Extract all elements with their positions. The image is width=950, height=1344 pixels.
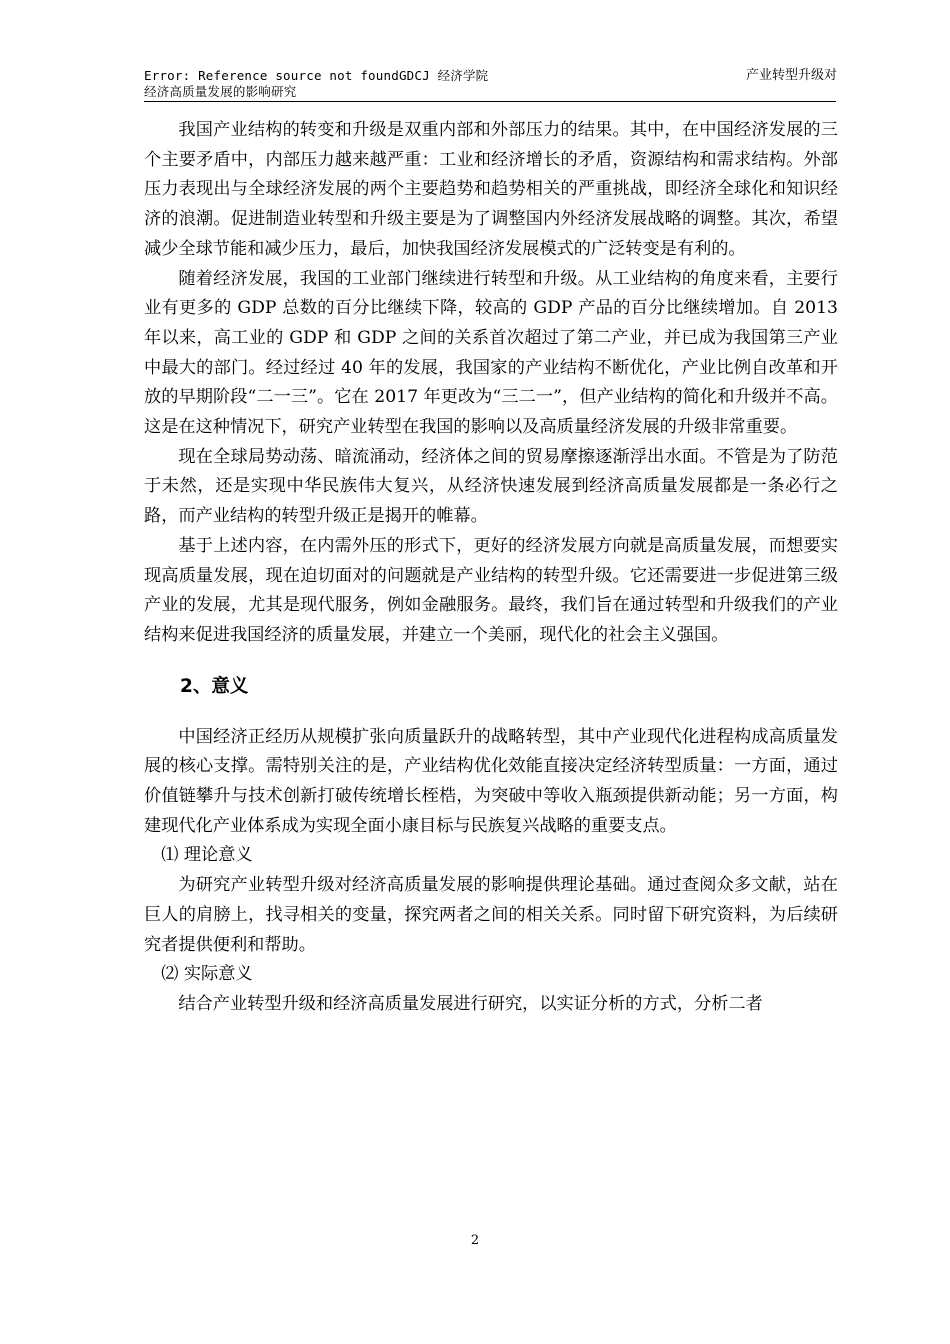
header-divider (144, 101, 836, 102)
paragraph-1: 我国产业结构的转变和升级是双重内部和外部压力的结果。其中，在中国经济发展的三个主要矛盾中，内部压力越来越严重：工业和经济增长的矛盾，资源结构和需求结构。外部压力表现出与全球经济发展的两个主要趋势和趋势相关的严重挑战，即经济全球化和知识经济的浪潮。促进制造业转型和升级主要是为了调整国内外经济发展战略的调整。其次，希望减少全球节能和减少压力，最后，加快我国经济发展模式的广泛转变是有利的。 (144, 120, 838, 259)
paragraph-3: 现在全球局势动荡、暗流涌动，经济体之间的贸易摩擦逐渐浮出水面。不管是为了防范于未然，还是实现中华民族伟大复兴，从经济快速发展到经济高质量发展都是一条必行之路，而产业结构的转型升级正是揭开的帷幕。 (144, 446, 838, 527)
paragraph-2: 随着经济发展，我国的工业部门继续进行转型和升级。从工业结构的角度来看，主要行业有更多的 GDP 总数的百分比继续下降，较高的 GDP 产品的百分比继续增加。自 2013 年以来，高工业的 GDP 和 GDP 之间的关系首次超过了第二产业，并已成为我国第三产业中最大的部门。经过经过 40 年的发展，我国家的产业结构不断优化，产业比例自改革和开放的早期阶段“二一三”。它在 2017 年更改为“三二一”，但产业结构的简化和升级并不高。这是在这种情况下，研究产业转型在我国的影响以及高质量经济发展的升级非常重要。 (144, 268, 838, 438)
section-title: 2、意义 (180, 675, 249, 697)
theory-heading: ⑴ 理论意义 (161, 845, 253, 866)
practice-heading: ⑵ 实际意义 (161, 964, 253, 985)
document-body (144, 116, 838, 1020)
section-intro: 中国经济正经历从规模扩张向质量跃升的战略转型，其中产业现代化进程构成高质量发展的核心支撑。需特别关注的是，产业结构优化效能直接决定经济转型质量：一方面，通过价值链攀升与技术创新打破传统增长桎梏，为突破中等收入瓶颈提供新动能；另一方面，构建现代化产业体系成为实现全面小康目标与民族复兴战略的重要支点。 (144, 726, 838, 836)
header-left-line1: Error: Reference source not foundGDCJ 经济学院 (144, 68, 489, 83)
practice-text: 结合产业转型升级和经济高质量发展进行研究，以实证分析的方式，分析二者 (178, 993, 763, 1014)
header-left-line2: 经济高质量发展的影响研究 (144, 84, 297, 99)
theory-text: 为研究产业转型升级对经济高质量发展的影响提供理论基础。通过查阅众多文献，站在巨人的肩膀上，找寻相关的变量，探究两者之间的相关关系。同时留下研究资料，为后续研究者提供便利和帮助。 (144, 875, 838, 955)
header-left (144, 68, 704, 100)
header-right: 产业转型升级对 (745, 68, 837, 83)
page-number: 2 (470, 1233, 480, 1248)
paragraph-4: 基于上述内容，在内需外压的形式下，更好的经济发展方向就是高质量发展，而想要实现高质量发展，现在迫切面对的问题就是产业结构的转型升级。它还需要进一步促进第三级产业的发展，尤其是现代服务，例如金融服务。最终，我们旨在通过转型和升级我们的产业结构来促进我国经济的质量发展，并建立一个美丽，现代化的社会主义强国。 (144, 535, 838, 645)
